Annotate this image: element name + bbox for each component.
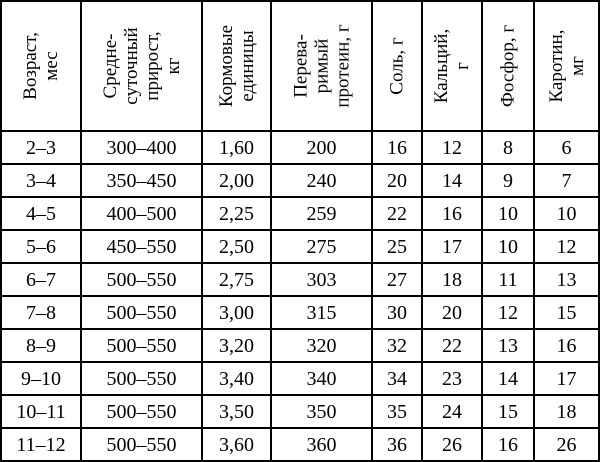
column-header-text (216, 5, 258, 127)
cell-calcium: 23 (422, 362, 482, 395)
header-line: Возраст, (20, 32, 41, 100)
column-header-salt (372, 1, 422, 131)
cell-feed-units: 2,50 (202, 230, 271, 263)
cell-calcium: 20 (422, 296, 482, 329)
header-line: суточный (120, 27, 142, 105)
column-header-calcium (422, 1, 482, 131)
cell-digestible-protein: 200 (271, 131, 372, 164)
header-line: прирост, (141, 31, 163, 101)
header-line: Кальций, (431, 28, 452, 104)
cell-daily-gain: 500–550 (81, 395, 202, 428)
column-header-digestible-protein (271, 1, 372, 131)
cell-carotene: 15 (534, 296, 599, 329)
table-row (1, 263, 599, 296)
header-line: мг (566, 56, 588, 76)
cell-feed-units: 2,00 (202, 164, 271, 197)
header-line: Соль, г (386, 37, 408, 95)
cell-phosphorus: 8 (482, 131, 534, 164)
table-row (1, 395, 599, 428)
header-line: римый (311, 38, 332, 94)
cell-age: 7–8 (1, 296, 81, 329)
cell-daily-gain: 500–550 (81, 362, 202, 395)
cell-feed-units: 3,60 (202, 428, 271, 461)
cell-phosphorus: 11 (482, 263, 534, 296)
table-row (1, 230, 599, 263)
cell-phosphorus: 12 (482, 296, 534, 329)
table-row (1, 428, 599, 461)
cell-daily-gain: 450–550 (81, 230, 202, 263)
cell-digestible-protein: 259 (271, 197, 372, 230)
table-row (1, 329, 599, 362)
column-header-text (387, 5, 408, 127)
header-line: Средне- (99, 33, 121, 99)
table-row (1, 362, 599, 395)
cell-carotene: 10 (534, 197, 599, 230)
header-line: Перева- (290, 34, 311, 98)
table-body (1, 131, 599, 461)
cell-digestible-protein: 340 (271, 362, 372, 395)
cell-salt: 22 (372, 197, 422, 230)
cell-phosphorus: 16 (482, 428, 534, 461)
header-line: Кормовые (215, 24, 237, 108)
cell-calcium: 18 (422, 263, 482, 296)
column-header-text (20, 5, 62, 127)
column-header-phosphorus (482, 1, 534, 131)
cell-salt: 32 (372, 329, 422, 362)
cell-phosphorus: 10 (482, 197, 534, 230)
header-line: мес (41, 51, 62, 81)
cell-age: 4–5 (1, 197, 81, 230)
cell-carotene: 12 (534, 230, 599, 263)
cell-digestible-protein: 275 (271, 230, 372, 263)
cell-digestible-protein: 303 (271, 263, 372, 296)
column-header-carotene (534, 1, 599, 131)
cell-age: 9–10 (1, 362, 81, 395)
cell-salt: 16 (372, 131, 422, 164)
header-line: протеин, г (332, 24, 353, 108)
header-line: Фосфор, г (497, 24, 519, 108)
column-header-text (498, 5, 519, 127)
table-row (1, 164, 599, 197)
cell-calcium: 26 (422, 428, 482, 461)
cell-age: 10–11 (1, 395, 81, 428)
cell-calcium: 12 (422, 131, 482, 164)
cell-phosphorus: 14 (482, 362, 534, 395)
cell-feed-units: 1,60 (202, 131, 271, 164)
cell-calcium: 22 (422, 329, 482, 362)
cell-carotene: 26 (534, 428, 599, 461)
header-line: Каротин, (545, 29, 567, 103)
cell-digestible-protein: 360 (271, 428, 372, 461)
cell-salt: 27 (372, 263, 422, 296)
cell-age: 3–4 (1, 164, 81, 197)
cell-calcium: 17 (422, 230, 482, 263)
cell-carotene: 7 (534, 164, 599, 197)
header-row (1, 1, 599, 131)
header-line: единицы (236, 30, 258, 102)
cell-salt: 30 (372, 296, 422, 329)
cell-feed-units: 2,75 (202, 263, 271, 296)
cell-daily-gain: 300–400 (81, 131, 202, 164)
cell-age: 2–3 (1, 131, 81, 164)
cell-feed-units: 3,50 (202, 395, 271, 428)
cell-carotene: 6 (534, 131, 599, 164)
table-row (1, 197, 599, 230)
cell-feed-units: 2,25 (202, 197, 271, 230)
cell-phosphorus: 13 (482, 329, 534, 362)
cell-calcium: 16 (422, 197, 482, 230)
cell-phosphorus: 15 (482, 395, 534, 428)
cell-age: 6–7 (1, 263, 81, 296)
cell-daily-gain: 500–550 (81, 263, 202, 296)
cell-calcium: 14 (422, 164, 482, 197)
cell-age: 8–9 (1, 329, 81, 362)
column-header-age (1, 1, 81, 131)
header-line: кг (162, 57, 184, 75)
cell-feed-units: 3,20 (202, 329, 271, 362)
table-row (1, 296, 599, 329)
cell-carotene: 17 (534, 362, 599, 395)
cell-daily-gain: 500–550 (81, 329, 202, 362)
column-header-text (431, 5, 473, 127)
cell-daily-gain: 500–550 (81, 428, 202, 461)
cell-daily-gain: 400–500 (81, 197, 202, 230)
cell-digestible-protein: 315 (271, 296, 372, 329)
cell-carotene: 13 (534, 263, 599, 296)
cell-salt: 34 (372, 362, 422, 395)
table-row (1, 131, 599, 164)
cell-feed-units: 3,40 (202, 362, 271, 395)
column-header-daily-gain (81, 1, 202, 131)
column-header-text (290, 5, 353, 127)
cell-salt: 36 (372, 428, 422, 461)
cell-calcium: 24 (422, 395, 482, 428)
cell-carotene: 18 (534, 395, 599, 428)
cell-digestible-protein: 350 (271, 395, 372, 428)
cell-digestible-protein: 240 (271, 164, 372, 197)
cell-daily-gain: 350–450 (81, 164, 202, 197)
column-header-text (100, 5, 184, 127)
cell-age: 5–6 (1, 230, 81, 263)
cell-carotene: 16 (534, 329, 599, 362)
cell-salt: 20 (372, 164, 422, 197)
column-header-text (546, 5, 588, 127)
cell-salt: 35 (372, 395, 422, 428)
header-line: г (452, 62, 473, 70)
cell-digestible-protein: 320 (271, 329, 372, 362)
cell-phosphorus: 10 (482, 230, 534, 263)
column-header-feed-units (202, 1, 271, 131)
cell-daily-gain: 500–550 (81, 296, 202, 329)
cell-phosphorus: 9 (482, 164, 534, 197)
cell-age: 11–12 (1, 428, 81, 461)
cell-salt: 25 (372, 230, 422, 263)
cell-feed-units: 3,00 (202, 296, 271, 329)
